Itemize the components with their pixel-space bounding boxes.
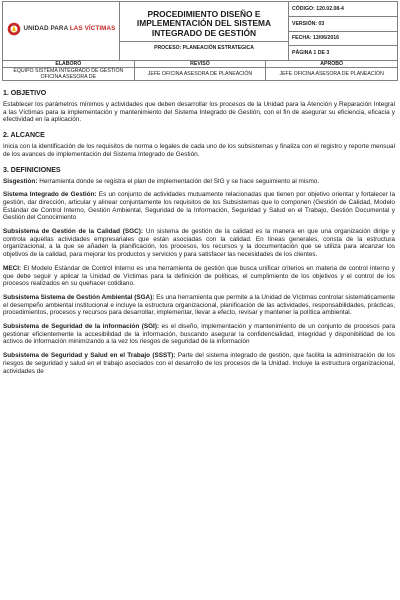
page-number: PÁGINA 1 DE 3 bbox=[289, 46, 398, 61]
definition-term: Sistema Integrado de Gestión: bbox=[3, 191, 97, 199]
alcance-text: Inicia con la identificación de los requisitos de norma o legales de cada uno de los subsistemas y finaliza con el registro y reporte mensual de los avances de implementación del Sistema Integrado de Gestión. bbox=[3, 143, 395, 158]
document-title: PROCEDIMIENTO DISEÑO E IMPLEMENTACIÓN DEL SISTEMA INTEGRADO DE GESTIÓN bbox=[136, 9, 272, 38]
signature-value-reviso: JEFE OFICINA ASESORA DE PLANEACIÓN bbox=[134, 68, 266, 81]
definition-term: Subsistema de Gestión de la Calidad (SGC): bbox=[3, 228, 144, 236]
definition-text: Herramienta donde se registra el plan de implementación del SIG y se hace seguimiento al mismo. bbox=[37, 177, 320, 185]
document-header bbox=[2, 1, 398, 61]
signature-value-aprobo: JEFE OFICINA ASESORA DE PLANEACIÓN bbox=[266, 68, 398, 81]
definition-item bbox=[3, 265, 395, 288]
institution-logo bbox=[7, 22, 116, 36]
section-heading-definiciones: 3. DEFINICIONES bbox=[3, 166, 61, 174]
definition-term: Subsistema de Seguridad y Salud en el Trabajo (SSST): bbox=[3, 352, 176, 360]
section-heading-objetivo: 1. OBJETIVO bbox=[3, 90, 47, 97]
signature-value-elaboro: EQUIPO SISTEMA INTEGRADO DE GESTIÓN OFICINA ASESORA DE bbox=[3, 68, 135, 81]
definition-item bbox=[3, 178, 395, 186]
logo-prefix: UNIDAD PARA bbox=[23, 25, 70, 32]
definition-item bbox=[3, 228, 395, 259]
section-heading-alcance: 2. ALCANCE bbox=[3, 132, 45, 140]
definition-item bbox=[3, 294, 395, 317]
definition-text: Es una herramienta que permite a la Unidad de Víctimas controlar sistemáticamente el desempeño ambiental institucional e incluye la estructura organizacional, planificación de las actividades, responsabilidades, prácticas, procedimientos, procesos y recursos para desarrollar, implementar, llevar a efecto, revisar y mantener la política ambiental. bbox=[3, 293, 395, 317]
definition-term: Subsistema de Seguridad de la información (SGI): bbox=[3, 323, 160, 331]
document-code: CÓDIGO: 120.02.08-4 bbox=[289, 2, 398, 17]
document-version: VERSIÓN: 03 bbox=[289, 16, 398, 31]
document-body bbox=[3, 82, 395, 381]
objetivo-text: Establecer los parámetros mínimos y actividades que deben desarrollar los procesos de la Unidad para la Atención y Reparación Integral a las Víctimas para la implementación y mantenimiento del Sistema Integrado de Gestión, con el fin de asegurar su eficiencia, eficacia y efectividad en la aplicación. bbox=[3, 101, 395, 124]
seal-icon bbox=[7, 22, 21, 36]
logo-text bbox=[24, 25, 116, 32]
definition-text: Un sistema de gestión de la calidad es la manera en que una organización dirige y controla aquellas actividades empresariales que están asociadas con la calidad. En líneas generales, consta de la estructura organizacional, a la que se añaden la planificación, los procesos, los recursos y la documentación que se utiliza para alcanzar los objetivos de la calidad, para mejorar los productos y servicios y para satisfacer las necesidades de los clientes. bbox=[3, 228, 395, 259]
definition-text: Parte del sistema integrado de gestión, que facilita la administración de los riesgos de seguridad y salud en el trabajo asociados con el desarrollo de los procesos de la Unidad. Incluye la estructura organizacional, actividades de bbox=[3, 352, 396, 375]
definition-text: Es un conjunto de actividades mutuamente relacionadas que tienen por objetivo orientar y fortalecer la gestión, dar dirección, articular y alinear conjuntamente los requisitos de los Subsistemas que lo componen (Gestión de Calidad, Modelo Estándar de Control Interno, Gestión Ambiental, Seguridad de la Información, Seguridad y Salud en el Trabajo, Gestión Documental y Gestión del Conocimiento bbox=[3, 191, 395, 222]
logo-cell bbox=[3, 2, 120, 61]
logo-highlight: LAS VÍCTIMAS bbox=[69, 25, 116, 32]
definition-term: MECI: bbox=[3, 264, 22, 272]
definition-text: es el diseño, implementación y mantenimiento de un conjunto de procesos para gestionar eficientemente la accesibilidad de la información, buscando asegurar la confidencialidad, integridad y disponibilidad de los activos de información minimizando a la vez los riesgos de seguridad de la información bbox=[3, 323, 396, 346]
signature-header-elaboro: ELABORÓ bbox=[3, 61, 135, 68]
definition-term: Subsistema Sistema de Gestión Ambiental (SGA): bbox=[3, 293, 155, 301]
process-name: PROCESO: PLANEACIÓN ESTRATEGICA bbox=[120, 41, 288, 54]
document-date: FECHA: 13/06/2016 bbox=[289, 31, 398, 46]
signature-header-aprobo: APROBÓ bbox=[266, 61, 398, 68]
definition-term: Sisgestión: bbox=[3, 177, 38, 185]
signatures-table bbox=[2, 60, 398, 81]
title-cell bbox=[120, 2, 289, 61]
definition-item bbox=[3, 191, 395, 222]
definition-item bbox=[3, 323, 395, 346]
signature-header-reviso: REVISÓ bbox=[134, 61, 266, 68]
definition-text: El Modelo Estándar de Control Interno es una herramienta de gestión que busca unificar criterios en materia de control interno y que debe seguir y aplicar la Unidad de Víctimas para la definición de políticas, el cumplimiento de los objetivos y el control de los procesos realizados en su quehacer cotidiano. bbox=[3, 264, 395, 288]
definition-item bbox=[3, 352, 395, 375]
